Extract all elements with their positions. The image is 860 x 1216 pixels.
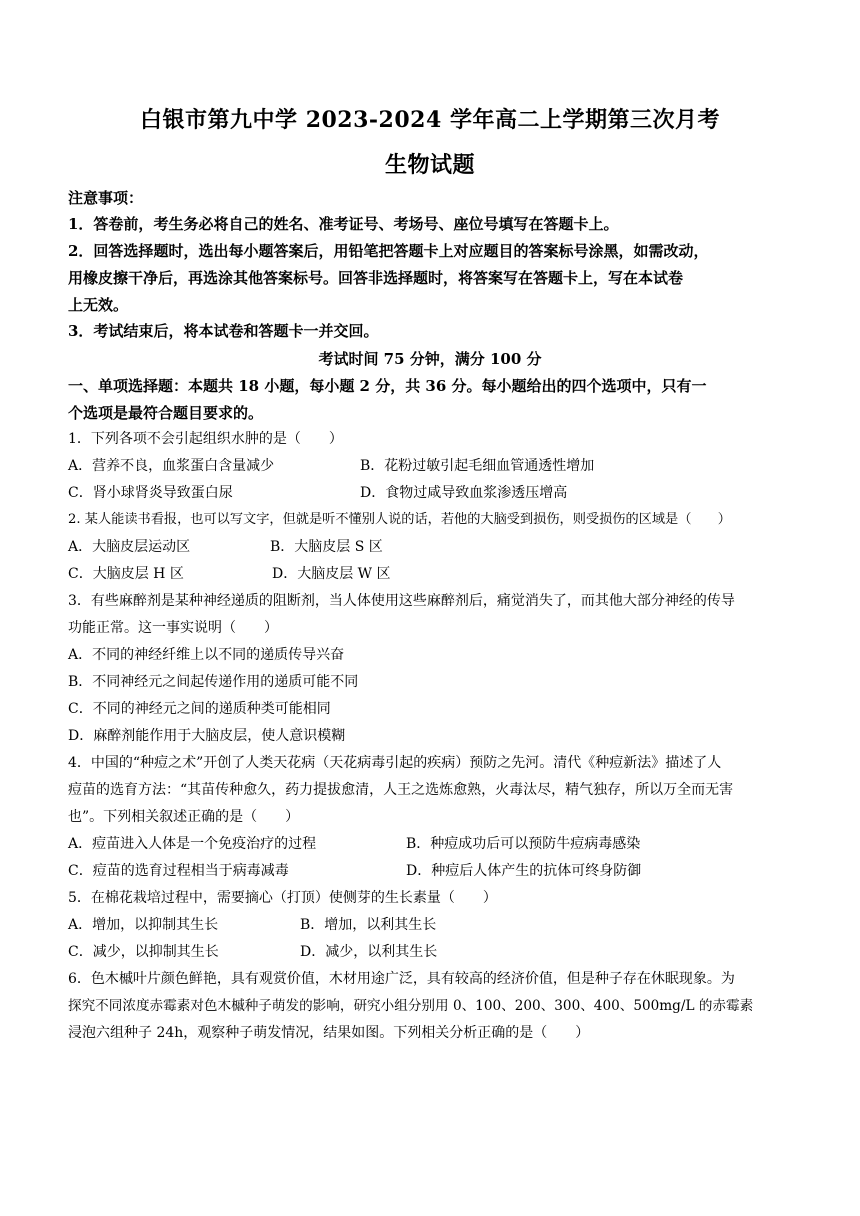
question-2-stem: 2. 某人能读书看报，也可以写文字，但就是听不懂别人说的话，若他的大脑受到损伤，则受损伤的区域是（ ） [68, 512, 731, 527]
question-4-option-a: A．痘苗进入人体是一个免疫治疗的过程 [68, 836, 317, 852]
question-1-option-a: A．营养不良，血浆蛋白含量减少 [68, 458, 275, 474]
notice-item-2-line-2: 用橡皮擦干净后，再选涂其他答案标号。回答非选择题时，将答案写在答题卡上，写在本试卷 [68, 269, 684, 287]
question-1-option-c: C．肾小球肾炎导致蛋白尿 [68, 485, 233, 501]
question-4-stem-line-2: 痘苗的选育方法：“其苗传种愈久，药力提拔愈清，人王之选炼愈熟，火毒汰尽，精气独存，所以万全而无害 [68, 782, 734, 798]
notice-item-2-line-3: 上无效。 [68, 296, 129, 314]
question-5-option-b: B．增加，以利其生长 [300, 917, 437, 933]
exam-time-info: 考试时间 75 分钟，满分 100 分 [318, 350, 542, 368]
question-6-stem-line-1: 6．色木槭叶片颜色鲜艳，具有观赏价值，木材用途广泛，具有较高的经济价值，但是种子存在休眠现象。为 [68, 971, 735, 987]
question-6-stem-line-3: 浸泡六组种子 24h，观察种子萌发情况，结果如图。下列相关分析正确的是（ ） [68, 1025, 590, 1041]
question-3-option-b: B．不同神经元之间起传递作用的递质可能不同 [68, 674, 359, 690]
question-1-option-d: D．食物过咸导致血浆渗透压增高 [360, 485, 568, 501]
question-5-option-a: A．增加，以抑制其生长 [68, 917, 219, 933]
question-1-stem: 1．下列各项不会引起组织水肿的是（ ） [68, 431, 343, 447]
question-4-option-d: D．种痘后人体产生的抗体可终身防御 [406, 863, 642, 879]
question-4-option-c: C．痘苗的选育过程相当于病毒减毒 [68, 863, 289, 879]
question-2-option-d: D．大脑皮层 W 区 [272, 566, 391, 582]
question-5-stem: 5．在棉花栽培过程中，需要摘心（打顶）使侧芽的生长素量（ ） [68, 890, 497, 906]
question-4-stem-line-1: 4．中国的“种痘之术”开创了人类天花病（天花病毒引起的疾病）预防之先河。清代《种痘新法》描述了人 [68, 755, 722, 771]
question-4-option-b: B．种痘成功后可以预防牛痘病毒感染 [406, 836, 641, 852]
question-3-option-a: A．不同的神经纤维上以不同的递质传导兴奋 [68, 647, 345, 663]
notice-item-3: 3．考试结束后，将本试卷和答题卡一并交回。 [68, 322, 379, 340]
question-5-option-c: C．减少，以抑制其生长 [68, 944, 219, 960]
question-1-option-b: B．花粉过敏引起毛细血管通透性增加 [360, 458, 595, 474]
exam-subtitle: 生物试题 [384, 152, 475, 178]
question-2-option-b: B．大脑皮层 S 区 [270, 539, 383, 555]
notice-item-2-line-1: 2．回答选择题时，选出每小题答案后，用铅笔把答题卡上对应题目的答案标号涂黑，如需改动， [68, 242, 709, 260]
notice-heading: 注意事项： [68, 189, 144, 207]
question-3-option-d: D．麻醉剂能作用于大脑皮层，使人意识模糊 [68, 728, 346, 744]
question-3-option-c: C．不同的神经元之间的递质种类可能相同 [68, 701, 331, 717]
question-3-stem-line-1: 3．有些麻醉剂是某种神经递质的阻断剂，当人体使用这些麻醉剂后，痛觉消失了，而其他大部分神经的传导 [68, 593, 735, 609]
question-2-option-a: A．大脑皮层运动区 [68, 539, 191, 555]
section-heading-line-1: 一、单项选择题：本题共 18 小题，每小题 2 分，共 36 分。每小题给出的四个选项中，只有一 [68, 377, 707, 395]
exam-title: 白银市第九中学 2023-2024 学年高二上学期第三次月考 [140, 107, 720, 133]
question-2-option-c: C．大脑皮层 H 区 [68, 566, 184, 582]
section-heading-line-2: 个选项是最符合题目要求的。 [68, 404, 264, 422]
notice-item-1: 1．答卷前，考生务必将自己的姓名、准考证号、考场号、座位号填写在答题卡上。 [68, 215, 619, 233]
question-4-stem-line-3: 也”。下列相关叙述正确的是（ ） [68, 809, 300, 825]
question-5-option-d: D．减少，以利其生长 [300, 944, 438, 960]
question-3-stem-line-2: 功能正常。这一事实说明（ ） [68, 620, 278, 636]
question-6-stem-line-2: 探究不同浓度赤霉素对色木槭种子萌发的影响，研究小组分别用 0、100、200、300、400、500mg/L 的赤霉素 [68, 998, 754, 1014]
